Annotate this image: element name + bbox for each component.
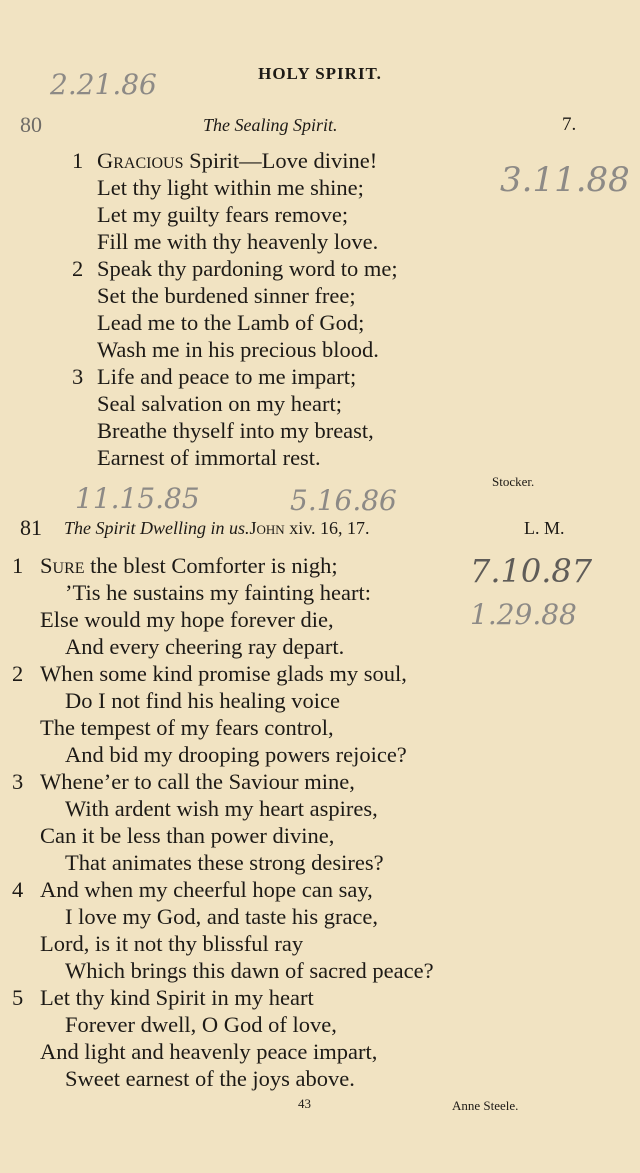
handwritten-date-mid-left: 11.15.85: [75, 482, 200, 515]
running-head: HOLY SPIRIT.: [258, 64, 382, 83]
verse-number: 4: [12, 877, 24, 902]
verse-line: Whene’er to call the Saviour mine,: [40, 769, 355, 794]
verse-line: Which brings this dawn of sacred peace?: [65, 958, 434, 983]
hymn80-title: The Sealing Spirit.: [203, 115, 338, 135]
verse-line: And light and heavenly peace impart,: [40, 1039, 378, 1064]
hymn81-heading: The Spirit Dwelling in us.John xiv. 16, 17.: [64, 518, 370, 538]
hymn80-meter: 7.: [562, 114, 577, 135]
verse-line: Lord, is it not thy blissful ray: [40, 931, 304, 956]
hymn80-author: Stocker.: [492, 474, 535, 489]
verse-line: Sweet earnest of the joys above.: [65, 1066, 355, 1091]
verse-line: Do I not find his healing voice: [65, 688, 340, 713]
verse-number: 1: [72, 148, 84, 173]
verse-line: Breathe thyself into my breast,: [97, 418, 374, 443]
verse-line: Forever dwell, O God of love,: [65, 1012, 337, 1037]
handwritten-date-right-mid2: 1.29.88: [470, 598, 577, 631]
verse-number: 3: [12, 769, 24, 794]
verse-line: I love my God, and taste his grace,: [65, 904, 379, 929]
handwritten-date-top-left: 2.21.86: [50, 68, 157, 101]
handwritten-date-right-top: 3.11.88: [500, 160, 630, 200]
verse-line: Wash me in his precious blood.: [97, 337, 379, 362]
verse-line: Life and peace to me impart;: [97, 364, 357, 389]
verse-number: 3: [72, 364, 84, 389]
verse-number: 5: [12, 985, 24, 1010]
verse-line: ’Tis he sustains my fainting heart:: [65, 580, 372, 605]
verse-line: Gracious Spirit—Love divine!: [97, 148, 378, 173]
verse-line: That animates these strong desires?: [65, 850, 384, 875]
handwritten-date-right-mid1: 7.10.87: [470, 552, 593, 590]
hymn81-author: Anne Steele.: [452, 1098, 519, 1113]
verse-line: Can it be less than power divine,: [40, 823, 335, 848]
verse-line: Let my guilty fears remove;: [97, 202, 349, 227]
verse-line: Earnest of immortal rest.: [97, 445, 321, 470]
verse-line: Set the burdened sinner free;: [97, 283, 356, 308]
verse-line: Sure the blest Comforter is nigh;: [40, 553, 338, 578]
verse-line: Let thy kind Spirit in my heart: [40, 985, 314, 1010]
verse-line: And when my cheerful hope can say,: [40, 877, 373, 902]
hymn81-number: 81: [20, 515, 42, 540]
verse-line: Seal salvation on my heart;: [97, 391, 342, 416]
verse-line: Lead me to the Lamb of God;: [97, 310, 365, 335]
verse-line: Speak thy pardoning word to me;: [97, 256, 398, 281]
hymn80-number: 80: [20, 112, 42, 137]
verse-number: 1: [12, 553, 24, 578]
verse-number: 2: [72, 256, 84, 281]
verse-line: The tempest of my fears control,: [40, 715, 334, 740]
verse-line: Fill me with thy heavenly love.: [97, 229, 379, 254]
verse-line: With ardent wish my heart aspires,: [65, 796, 378, 821]
verse-line: And bid my drooping powers rejoice?: [65, 742, 407, 767]
verse-number: 2: [12, 661, 24, 686]
verse-line: And every cheering ray depart.: [65, 634, 345, 659]
hymn81-meter: L. M.: [524, 518, 565, 538]
page-number: 43: [298, 1096, 311, 1111]
handwritten-date-mid-center: 5.16.86: [290, 484, 397, 517]
verse-line: Let thy light within me shine;: [97, 175, 364, 200]
verse-line: When some kind promise glads my soul,: [40, 661, 407, 686]
verse-line: Else would my hope forever die,: [40, 607, 334, 632]
